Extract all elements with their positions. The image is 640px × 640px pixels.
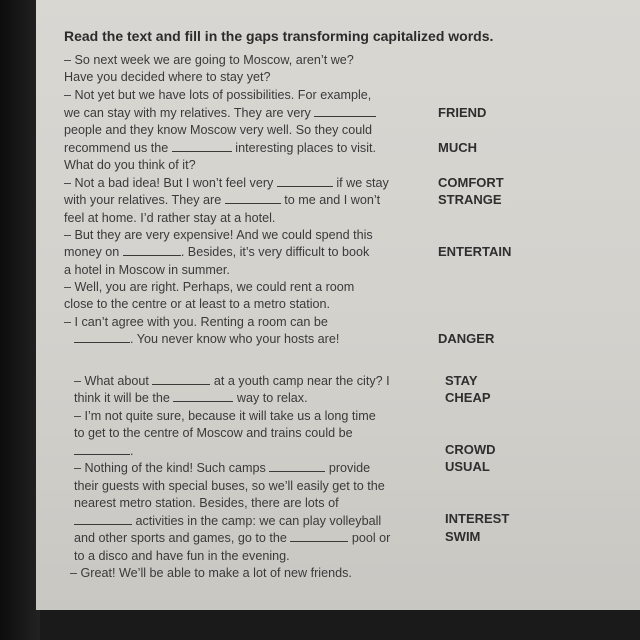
answer-gap[interactable]	[277, 175, 333, 187]
answer-gap[interactable]	[225, 192, 281, 204]
line-text: to a disco and have fun in the evening.	[74, 549, 290, 563]
line-text: money on	[64, 245, 123, 259]
line-text: feel at home. I’d rather stay at a hotel.	[64, 211, 276, 225]
line-text: – I can’t agree with you. Renting a room can be	[64, 315, 328, 329]
background-edge	[0, 0, 40, 640]
answer-gap[interactable]	[74, 331, 130, 343]
exercise-title: Read the text and fill in the gaps transforming capitalized words.	[64, 28, 494, 44]
line-text: – Nothing of the kind! Such camps	[74, 461, 270, 475]
line-text: – But they are very expensive! And we could spend this	[64, 228, 373, 242]
capitalized-word: SWIM	[445, 529, 481, 544]
line-text: – Great! We’ll be able to make a lot of new friends.	[70, 566, 352, 580]
line-text: and other sports and games, go to the	[74, 531, 291, 545]
text-line	[64, 157, 196, 174]
line-text: .	[130, 444, 134, 458]
line-text: their guests with special buses, so we’ll easily get to the	[74, 479, 385, 493]
text-line	[64, 175, 389, 192]
answer-gap[interactable]	[172, 140, 232, 152]
text-line	[64, 192, 380, 209]
line-text: interesting places to visit.	[231, 141, 377, 155]
text-line	[64, 227, 373, 244]
capitalized-word: ENTERTAIN	[438, 244, 512, 259]
capitalized-word: FRIEND	[438, 105, 487, 120]
text-line	[74, 460, 370, 477]
line-text: to get to the centre of Moscow and trains could be	[74, 426, 353, 440]
text-line	[74, 478, 385, 495]
answer-gap[interactable]	[74, 513, 132, 525]
text-line	[74, 443, 134, 460]
capitalized-word: MUCH	[438, 140, 477, 155]
line-text: – Well, you are right. Perhaps, we could rent a room	[64, 280, 355, 294]
capitalized-word: COMFORT	[438, 175, 504, 190]
line-text: . You never know who your hosts are!	[130, 332, 340, 346]
text-line	[74, 425, 353, 442]
answer-gap[interactable]	[290, 530, 348, 542]
answer-gap[interactable]	[269, 460, 325, 472]
text-line	[64, 244, 369, 261]
line-text: – I’m not quite sure, because it will take us a long time	[74, 409, 376, 423]
text-line	[74, 495, 339, 512]
line-text: at a youth camp near the city? I	[210, 374, 390, 388]
answer-gap[interactable]	[314, 105, 376, 117]
answer-gap[interactable]	[173, 390, 233, 402]
line-text: to me and I won’t	[280, 193, 381, 207]
capitalized-word: CROWD	[445, 442, 496, 457]
text-line	[64, 314, 328, 331]
capitalized-word: STRANGE	[438, 192, 502, 207]
line-text: think it will be the	[74, 391, 174, 405]
line-text: with your relatives. They are	[64, 193, 225, 207]
line-text: a hotel in Moscow in summer.	[64, 263, 230, 277]
answer-gap[interactable]	[152, 373, 210, 385]
line-text: pool or	[348, 531, 391, 545]
answer-gap[interactable]	[123, 244, 181, 256]
line-text: people and they know Moscow very well. So they could	[64, 123, 373, 137]
text-line	[74, 373, 390, 390]
line-text: – What about	[74, 374, 153, 388]
text-line	[64, 210, 275, 227]
capitalized-word: CHEAP	[445, 390, 491, 405]
text-line	[74, 513, 381, 530]
capitalized-word: DANGER	[438, 331, 495, 346]
answer-gap[interactable]	[74, 443, 130, 455]
text-line	[64, 52, 354, 69]
text-line	[64, 105, 376, 122]
line-text: we can stay with my relatives. They are very	[64, 106, 315, 120]
text-line	[64, 87, 371, 104]
line-text: What do you think of it?	[64, 158, 196, 172]
line-text: if we stay	[332, 176, 389, 190]
text-line	[74, 331, 339, 348]
text-line	[64, 296, 330, 313]
line-text: . Besides, it’s very difficult to book	[180, 245, 370, 259]
text-line	[74, 548, 290, 565]
line-text: provide	[325, 461, 371, 475]
line-text: – Not a bad idea! But I won’t feel very	[64, 176, 277, 190]
text-line	[70, 565, 352, 582]
text-line	[64, 140, 376, 157]
line-text: – So next week we are going to Moscow, aren’t we?	[64, 53, 354, 67]
capitalized-word: STAY	[445, 373, 478, 388]
line-text: Have you decided where to stay yet?	[64, 70, 271, 84]
line-text: recommend us the	[64, 141, 172, 155]
line-text: – Not yet but we have lots of possibilities. For example,	[64, 88, 372, 102]
text-line	[64, 279, 354, 296]
text-line	[64, 69, 271, 86]
text-line	[64, 262, 230, 279]
line-text: activities in the camp: we can play volleyball	[132, 514, 382, 528]
line-text: way to relax.	[233, 391, 308, 405]
text-line	[74, 530, 390, 547]
text-line	[64, 122, 372, 139]
line-text: nearest metro station. Besides, there are lots of	[74, 496, 339, 510]
capitalized-word: INTEREST	[445, 511, 510, 526]
line-text: close to the centre or at least to a metro station.	[64, 297, 331, 311]
capitalized-word: USUAL	[445, 459, 490, 474]
text-line	[74, 390, 308, 407]
text-line	[74, 408, 376, 425]
